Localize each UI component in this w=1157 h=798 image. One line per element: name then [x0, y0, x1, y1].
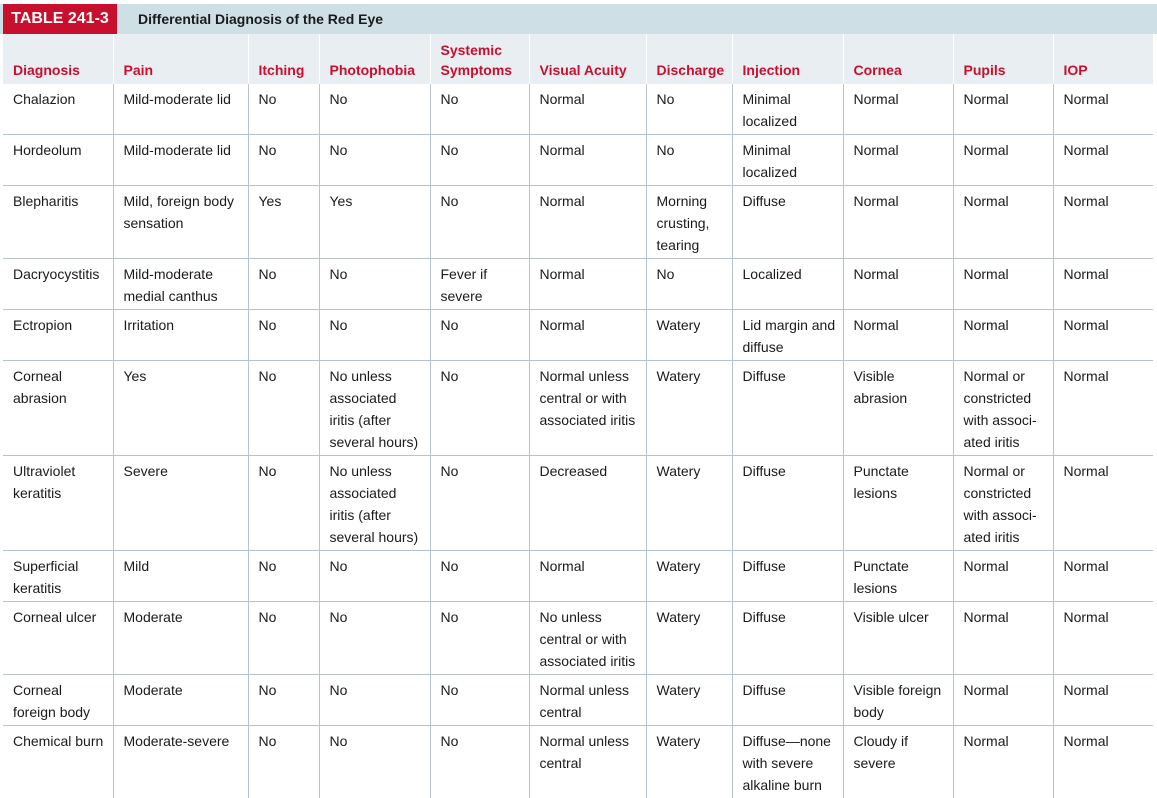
diagnosis-cell: Corneal ulcer [3, 602, 113, 675]
pupils-cell: Normal [953, 310, 1053, 361]
cornea-cell: Visible foreign body [843, 675, 953, 726]
photophobia-cell: No [319, 602, 430, 675]
column-header: Cornea [843, 34, 953, 84]
table-row [3, 456, 1153, 551]
cornea-cell: Visible ulcer [843, 602, 953, 675]
table-row [3, 186, 1153, 259]
cornea-cell: Normal [843, 186, 953, 259]
diagnosis-cell: Hordeolum [3, 135, 113, 186]
cornea-cell: Punctate lesions [843, 456, 953, 551]
iop-cell: Normal [1053, 456, 1153, 551]
discharge-cell: Watery [646, 551, 732, 602]
visual-acuity-cell: No unless central or with associated iritis [529, 602, 646, 675]
injection-cell: Diffuse [732, 551, 843, 602]
injection-cell: Diffuse—none with severe alkaline burn [732, 726, 843, 798]
table-row [3, 259, 1153, 310]
itching-cell: No [248, 84, 319, 135]
pupils-cell: Normal [953, 602, 1053, 675]
header-row [3, 34, 1153, 84]
table-row [3, 135, 1153, 186]
injection-cell: Diffuse [732, 602, 843, 675]
systemic-symptoms-cell: No [430, 551, 529, 602]
itching-cell: No [248, 726, 319, 798]
visual-acuity-cell: Normal [529, 310, 646, 361]
cornea-cell: Normal [843, 259, 953, 310]
pain-cell: Mild-moderate lid [113, 135, 248, 186]
discharge-cell: No [646, 135, 732, 186]
discharge-cell: Watery [646, 361, 732, 456]
iop-cell: Normal [1053, 135, 1153, 186]
diagnosis-cell: Chemical burn [3, 726, 113, 798]
table-row [3, 310, 1153, 361]
visual-acuity-cell: Normal [529, 259, 646, 310]
pupils-cell: Normal [953, 726, 1053, 798]
visual-acuity-cell: Normal [529, 186, 646, 259]
pupils-cell: Normal [953, 675, 1053, 726]
discharge-cell: Watery [646, 310, 732, 361]
table-row [3, 602, 1153, 675]
photophobia-cell: No [319, 551, 430, 602]
pupils-cell: Normal or constricted with associ-ated iritis [953, 361, 1053, 456]
discharge-cell: No [646, 84, 732, 135]
pupils-cell: Normal [953, 135, 1053, 186]
column-header: Systemic Symptoms [430, 34, 529, 84]
photophobia-cell: No [319, 135, 430, 186]
pain-cell: Mild-moderate lid [113, 84, 248, 135]
systemic-symptoms-cell: No [430, 361, 529, 456]
itching-cell: Yes [248, 186, 319, 259]
systemic-symptoms-cell: No [430, 456, 529, 551]
itching-cell: No [248, 675, 319, 726]
systemic-symptoms-cell: No [430, 726, 529, 798]
diagnosis-cell: Ectropion [3, 310, 113, 361]
discharge-cell: Watery [646, 726, 732, 798]
pupils-cell: Normal [953, 186, 1053, 259]
iop-cell: Normal [1053, 361, 1153, 456]
table-title-bar [0, 4, 1157, 34]
column-header: Pain [113, 34, 248, 84]
discharge-cell: Watery [646, 602, 732, 675]
photophobia-cell: No unless associated iritis (after several hours) [319, 361, 430, 456]
injection-cell: Diffuse [732, 675, 843, 726]
column-header: IOP [1053, 34, 1153, 84]
photophobia-cell: No [319, 84, 430, 135]
cornea-cell: Visible abrasion [843, 361, 953, 456]
systemic-symptoms-cell: No [430, 186, 529, 259]
injection-cell: Localized [732, 259, 843, 310]
pain-cell: Moderate [113, 675, 248, 726]
visual-acuity-cell: Normal [529, 551, 646, 602]
photophobia-cell: No [319, 310, 430, 361]
iop-cell: Normal [1053, 675, 1153, 726]
iop-cell: Normal [1053, 310, 1153, 361]
column-header: Diagnosis [3, 34, 113, 84]
table-row [3, 551, 1153, 602]
cornea-cell: Normal [843, 135, 953, 186]
cornea-cell: Normal [843, 84, 953, 135]
itching-cell: No [248, 310, 319, 361]
differential-diagnosis-table [3, 34, 1153, 798]
systemic-symptoms-cell: No [430, 602, 529, 675]
discharge-cell: No [646, 259, 732, 310]
pain-cell: Yes [113, 361, 248, 456]
cornea-cell: Normal [843, 310, 953, 361]
itching-cell: No [248, 551, 319, 602]
column-header: Visual Acuity [529, 34, 646, 84]
cornea-cell: Cloudy if severe [843, 726, 953, 798]
discharge-cell: Watery [646, 675, 732, 726]
photophobia-cell: No [319, 259, 430, 310]
iop-cell: Normal [1053, 259, 1153, 310]
pupils-cell: Normal [953, 259, 1053, 310]
iop-cell: Normal [1053, 186, 1153, 259]
discharge-cell: Watery [646, 456, 732, 551]
visual-acuity-cell: Normal [529, 135, 646, 186]
diagnosis-cell: Corneal foreign body [3, 675, 113, 726]
cornea-cell: Punctate lesions [843, 551, 953, 602]
visual-acuity-cell: Decreased [529, 456, 646, 551]
table-row [3, 726, 1153, 798]
diagnosis-cell: Blepharitis [3, 186, 113, 259]
diagnosis-cell: Dacryocystitis [3, 259, 113, 310]
injection-cell: Lid margin and diffuse [732, 310, 843, 361]
itching-cell: No [248, 456, 319, 551]
itching-cell: No [248, 135, 319, 186]
systemic-symptoms-cell: Fever if severe [430, 259, 529, 310]
pain-cell: Mild [113, 551, 248, 602]
visual-acuity-cell: Normal unless central [529, 675, 646, 726]
discharge-cell: Morning crusting, tearing [646, 186, 732, 259]
itching-cell: No [248, 361, 319, 456]
iop-cell: Normal [1053, 726, 1153, 798]
column-header: Photophobia [319, 34, 430, 84]
pupils-cell: Normal [953, 84, 1053, 135]
visual-acuity-cell: Normal [529, 84, 646, 135]
visual-acuity-cell: Normal unless central [529, 726, 646, 798]
pain-cell: Moderate [113, 602, 248, 675]
table-row [3, 84, 1153, 135]
itching-cell: No [248, 259, 319, 310]
photophobia-cell: Yes [319, 186, 430, 259]
pain-cell: Irritation [113, 310, 248, 361]
systemic-symptoms-cell: No [430, 675, 529, 726]
injection-cell: Minimal localized [732, 84, 843, 135]
diagnosis-cell: Chalazion [3, 84, 113, 135]
injection-cell: Minimal localized [732, 135, 843, 186]
injection-cell: Diffuse [732, 186, 843, 259]
table-title: Differential Diagnosis of the Red Eye [138, 4, 383, 34]
pupils-cell: Normal [953, 551, 1053, 602]
pain-cell: Mild, foreign body sensation [113, 186, 248, 259]
column-header: Pupils [953, 34, 1053, 84]
table-row [3, 361, 1153, 456]
injection-cell: Diffuse [732, 361, 843, 456]
injection-cell: Diffuse [732, 456, 843, 551]
iop-cell: Normal [1053, 602, 1153, 675]
photophobia-cell: No [319, 675, 430, 726]
pain-cell: Mild-moderate medial canthus [113, 259, 248, 310]
pupils-cell: Normal or constricted with associ-ated iritis [953, 456, 1053, 551]
table-row [3, 675, 1153, 726]
systemic-symptoms-cell: No [430, 135, 529, 186]
itching-cell: No [248, 602, 319, 675]
diagnosis-cell: Superficial keratitis [3, 551, 113, 602]
visual-acuity-cell: Normal unless central or with associated iritis [529, 361, 646, 456]
iop-cell: Normal [1053, 84, 1153, 135]
iop-cell: Normal [1053, 551, 1153, 602]
pain-cell: Severe [113, 456, 248, 551]
table-body [3, 84, 1153, 798]
systemic-symptoms-cell: No [430, 84, 529, 135]
column-header: Discharge [646, 34, 732, 84]
column-header: Itching [248, 34, 319, 84]
column-header: Injection [732, 34, 843, 84]
pain-cell: Moderate-severe [113, 726, 248, 798]
diagnosis-cell: Ultraviolet keratitis [3, 456, 113, 551]
diagnosis-cell: Corneal abrasion [3, 361, 113, 456]
photophobia-cell: No [319, 726, 430, 798]
photophobia-cell: No unless associated iritis (after several hours) [319, 456, 430, 551]
systemic-symptoms-cell: No [430, 310, 529, 361]
table-number-label: TABLE 241-3 [3, 4, 117, 34]
